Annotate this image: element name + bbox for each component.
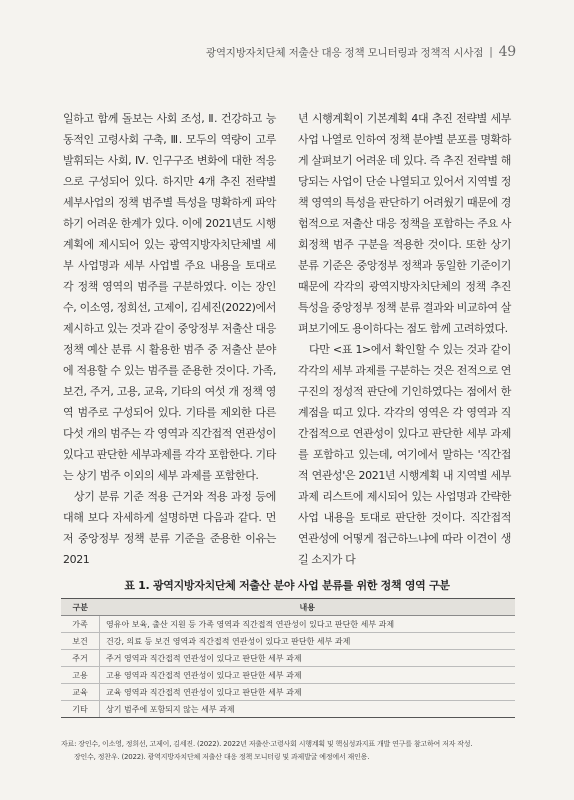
table-cell-content: 고용 영역과 직간접적 연관성이 있다고 판단한 세부 과제 (100, 667, 516, 684)
body-paragraph: 상기 분류 기준 적용 근거와 적용 과정 등에 대해 보다 자세하게 설명하면 다음과 같다. 먼저 중앙정부 정책 분류 기준을 준용한 이유는 2021 (63, 490, 276, 566)
table-caption: 표 1. 광역지방자치단체 저출산 분야 사업 분류를 위한 정책 영역 구분 (124, 579, 450, 592)
table-cell-content: 상기 범주에 포함되지 않는 세부 과제 (100, 701, 516, 718)
table-header-category: 구분 (61, 599, 100, 616)
table-cell-category: 주거 (61, 650, 100, 667)
left-column (63, 108, 276, 570)
table-cell-content: 교육 영역과 직간접적 연관성이 있다고 판단한 세부 과제 (100, 684, 516, 701)
table-header-content: 내용 (100, 599, 516, 616)
table-row (61, 650, 515, 667)
body-paragraph: 일하고 함께 돌보는 사회 조성, Ⅱ. 건강하고 능동적인 고령사회 구축, Ⅲ. 모두의 역량이 고루 발휘되는 사회, Ⅳ. 인구구조 변화에 대한 적응으로 구성되어 있다. 하지만 4개 추진 전략별 세부사업의 정책 범주별 특성을 명확하게 파악하기 어려운 한계가 있다. 이에 2021년도 시행계획에 제시되어 있는 광역지방자치단체별 세부 사업명과 세부 사업별 주요 내용을 토대로 각 정책 영역의 범주를 구분하였다. 이는 장인수, 이소영, 정희선, 고제이, 김세진(2022)에서 제시하고 있는 것과 같이 중앙정부 저출산 대응 정책 예산 분류 시 활용한 범주 중 저출산 분야에 적용할 수 있는 범주를 준용한 것이다. 가족, 보건, 주거, 고용, 교육, 기타의 여섯 개 정책 영역 범주로 구성되어 있다. 기타를 제외한 다른 다섯 개의 범주는 각 영역과 직간접적 연관성이 있다고 판단한 세부과제를 각각 포함한다. 기타는 상기 범주 이외의 세부 과제를 포함한다. (63, 112, 276, 482)
table-row (61, 667, 515, 684)
table-row (61, 616, 515, 633)
table-cell-category: 기타 (61, 701, 100, 718)
policy-area-table (61, 598, 515, 718)
running-header-title: 광역지방자치단체 저출산 대응 정책 모니터링과 정책적 시사점 (205, 46, 484, 59)
right-column (298, 108, 511, 570)
table-cell-content: 건강, 의료 등 보건 영역과 직간접적 연관성이 있다고 판단한 세부 과제 (100, 633, 516, 650)
page-number: 49 (498, 44, 516, 60)
body-paragraph: 년 시행계획이 기본계획 4대 추진 전략별 세부사업 나열로 인하여 정책 분야별 분포를 명확하게 살펴보기 어려운 데 있다. 즉 추진 전략별 해당되는 사업이 단순 나열되고 있어서 지역별 정책 영역의 특성을 판단하기 어려웠기 때문에 경험적으로 저출산 대응 정책을 포함하는 주요 사회정책 범주 구분을 적용한 것이다. 또한 상기 분류 기준은 중앙정부 정책과 동일한 기준이기 때문에 각각의 광역지방자치단체의 정책 추진 특성을 중앙정부 정책 분류 결과와 비교하여 살펴보기에도 용이하다는 점도 함께 고려하였다. (298, 112, 511, 335)
table-cell-category: 고용 (61, 667, 100, 684)
body-paragraph: 다만 <표 1>에서 확인할 수 있는 것과 같이 각각의 세부 과제를 구분하는 것은 전적으로 연구진의 정성적 판단에 기인하였다는 점에서 한계점을 띠고 있다. 각각의 영역은 각 영역과 직간접적으로 연관성이 있다고 판단한 세부 과제를 포함하고 있는데, 여기에서 말하는 '직간접적 연관성'은 2021년 시행계획 내 지역별 세부 과제 리스트에 제시되어 있는 사업명과 간략한 사업 내용을 토대로 판단한 것이다. 직간접적 연관성에 어떻게 접근하느냐에 따라 이견이 생길 소지가 다 (298, 343, 511, 566)
table-header-row (61, 599, 515, 616)
running-header (206, 44, 516, 60)
source-line: 자료: 장인수, 이소영, 정희선, 고제이, 김세진. (2022). 2022년 저출산·고령사회 시행계획 및 핵심성과지표 개발 연구를 참고하여 저자 작성. (61, 740, 473, 748)
source-line: 장인수, 정찬우. (2022). 광역지방자치단체 저출산 대응 정책 모니터링 및 과제발굴 예정에서 재인용. (74, 753, 370, 761)
table-row (61, 633, 515, 650)
table-source-note (61, 738, 521, 764)
header-separator: | (489, 46, 493, 58)
table-cell-category: 가족 (61, 616, 100, 633)
table-row (61, 684, 515, 701)
table-cell-content: 영유아 보육, 출산 지원 등 가족 영역과 직간접적 연관성이 있다고 판단한 세부 과제 (100, 616, 516, 633)
table-row (61, 701, 515, 718)
table-cell-content: 주거 영역과 직간접적 연관성이 있다고 판단한 세부 과제 (100, 650, 516, 667)
table-cell-category: 보건 (61, 633, 100, 650)
table-cell-category: 교육 (61, 684, 100, 701)
